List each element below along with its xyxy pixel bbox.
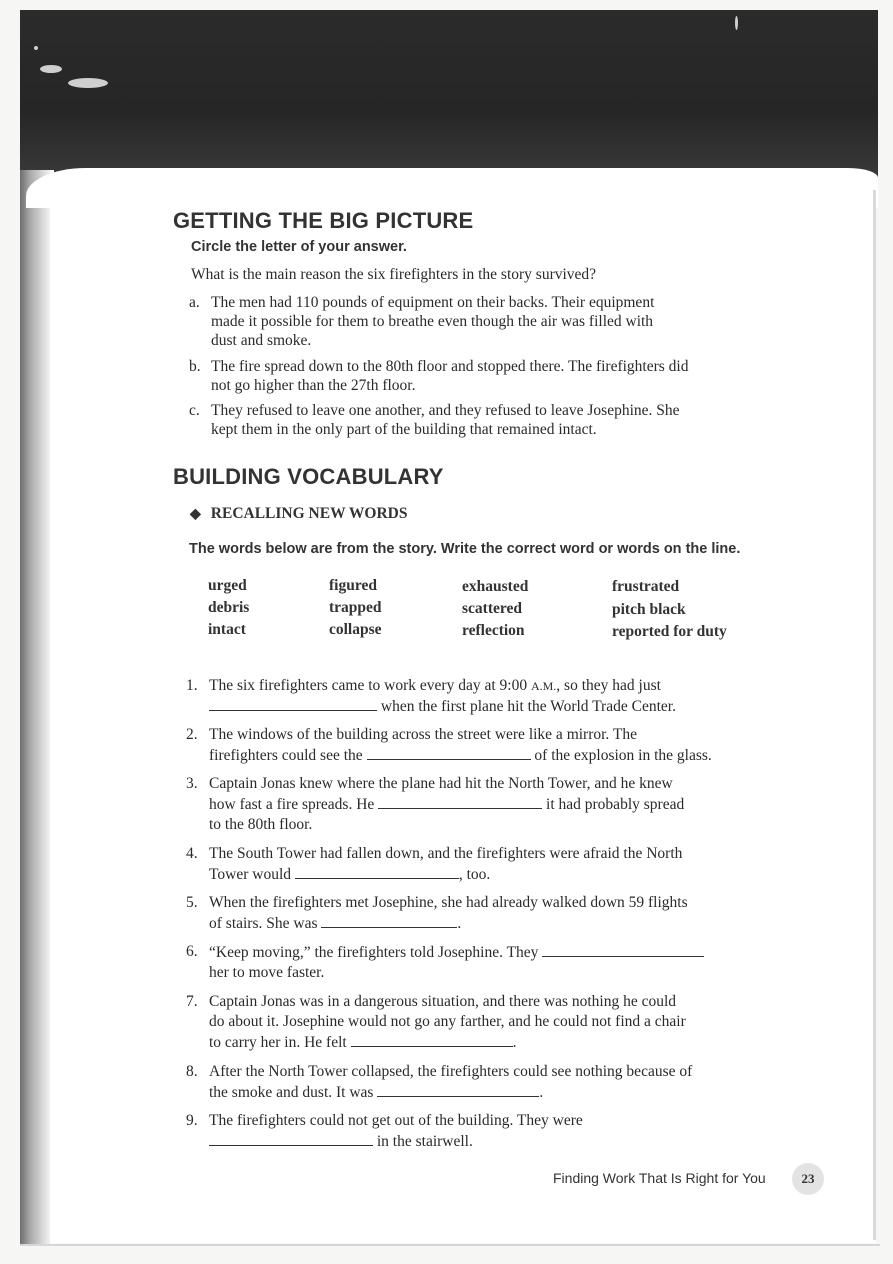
question-text: her to move faster. — [209, 964, 325, 981]
question-number: 1. — [186, 677, 198, 694]
answer-blank[interactable] — [351, 1032, 513, 1047]
question-number: 4. — [186, 845, 198, 862]
word-bank-item: pitch black — [612, 601, 686, 618]
word-bank-item: reported for duty — [612, 623, 727, 640]
diamond-icon: ◆ — [190, 507, 201, 522]
subhead-label: RECALLING NEW WORDS — [210, 505, 408, 522]
question-text: , too. — [458, 866, 491, 883]
word-bank-item: collapse — [329, 621, 382, 638]
question-text: of stairs. She was — [209, 915, 322, 932]
question-text: when the first plane hit the World Trade Center. — [377, 698, 676, 715]
question-number: 5. — [186, 894, 198, 911]
question-8 — [186, 1062, 766, 1103]
word-bank-item: figured — [329, 577, 377, 594]
option-b — [189, 357, 769, 395]
question-text: The windows of the building across the street were like a mirror. The — [209, 726, 637, 743]
question-text: do about it. Josephine would not go any farther, and he could not find a chair — [209, 1013, 686, 1030]
speck — [40, 65, 62, 73]
word-bank-item: reflection — [462, 622, 525, 639]
question-text: to carry her in. He felt — [209, 1034, 351, 1051]
answer-blank[interactable] — [209, 1131, 373, 1146]
option-letter: b. — [189, 358, 201, 375]
question-text: After the North Tower collapsed, the firefighters could see nothing because of — [209, 1063, 693, 1080]
question-text: , so they had just — [556, 677, 661, 694]
word-bank-item: debris — [208, 599, 250, 616]
answer-blank[interactable] — [377, 1082, 539, 1097]
option-a — [189, 293, 769, 350]
question-text: The South Tower had fallen down, and the firefighters were afraid the North — [209, 845, 683, 862]
answer-blank[interactable] — [367, 745, 531, 760]
option-line: The fire spread down to the 80th floor and stopped there. The firefighters did — [211, 358, 689, 375]
question-number: 7. — [186, 993, 198, 1010]
question-text: in the stairwell. — [373, 1133, 473, 1150]
spine-shadow — [20, 170, 54, 1245]
question-number: 3. — [186, 775, 198, 792]
question-text: how fast a fire spreads. He — [209, 796, 379, 813]
page-number-badge: 23 — [792, 1163, 824, 1195]
question-text: . — [457, 915, 462, 932]
small-caps-am: A.M. — [530, 679, 557, 693]
question-text: Captain Jonas knew where the plane had hit the North Tower, and he knew — [209, 775, 673, 792]
instruction-word-bank: The words below are from the story. Write the correct word or words on the line. — [189, 541, 741, 557]
answer-blank[interactable] — [321, 913, 457, 928]
question-number: 9. — [186, 1112, 198, 1129]
word-bank-item: intact — [208, 621, 246, 638]
question-text: the smoke and dust. It was — [209, 1084, 378, 1101]
question-text: The six firefighters came to work every day at 9:00 — [209, 677, 531, 694]
option-line: dust and smoke. — [211, 332, 312, 349]
option-letter: c. — [189, 402, 200, 419]
word-bank-item: frustrated — [612, 578, 680, 595]
question-2 — [186, 725, 766, 766]
section-title-big-picture: GETTING THE BIG PICTURE — [173, 208, 474, 233]
option-line: kept them in the only part of the building that remained intact. — [211, 421, 597, 438]
question-number: 6. — [186, 943, 198, 960]
question-7 — [186, 992, 766, 1053]
answer-blank[interactable] — [542, 942, 704, 957]
question-number: 2. — [186, 726, 198, 743]
option-letter: a. — [189, 294, 200, 311]
question-text: to the 80th floor. — [209, 816, 313, 833]
word-bank-item: trapped — [329, 599, 382, 616]
main-question: What is the main reason the six firefighters in the story survived? — [191, 266, 597, 283]
question-1 — [186, 676, 766, 717]
subhead-recalling — [190, 505, 407, 523]
answer-blank[interactable] — [295, 864, 459, 879]
footer-unit-title: Finding Work That Is Right for You — [553, 1170, 766, 1186]
question-text: firefighters could see the — [209, 747, 367, 764]
question-text: it had probably spread — [542, 796, 685, 813]
question-9 — [186, 1111, 766, 1152]
question-5 — [186, 893, 766, 934]
page-bottom-edge — [20, 1244, 880, 1246]
option-c — [189, 401, 769, 439]
word-bank-item: urged — [208, 577, 247, 594]
question-text: Captain Jonas was in a dangerous situation, and there was nothing he could — [209, 993, 677, 1010]
word-bank-item: exhausted — [462, 578, 529, 595]
option-line: The men had 110 pounds of equipment on their backs. Their equipment — [211, 294, 655, 311]
word-bank-item: scattered — [462, 600, 522, 617]
question-number: 8. — [186, 1063, 198, 1080]
question-text: . — [539, 1084, 544, 1101]
speck — [735, 16, 738, 30]
question-3 — [186, 774, 766, 835]
answer-blank[interactable] — [209, 696, 377, 711]
question-text: of the explosion in the glass. — [530, 747, 712, 764]
question-text: When the firefighters met Josephine, she had already walked down 59 flights — [209, 894, 688, 911]
instruction-circle-letter: Circle the letter of your answer. — [191, 239, 407, 255]
option-line: not go higher than the 27th floor. — [211, 377, 416, 394]
speck — [68, 78, 108, 88]
speck — [34, 46, 38, 50]
question-text: . — [512, 1034, 517, 1051]
question-text: “Keep moving,” the firefighters told Josephine. They — [209, 944, 543, 961]
answer-blank[interactable] — [378, 794, 542, 809]
section-title-building-vocabulary: BUILDING VOCABULARY — [173, 464, 444, 489]
question-6 — [186, 942, 766, 983]
dark-photo-band — [20, 10, 878, 180]
question-text: The firefighters could not get out of the building. They were — [209, 1112, 583, 1129]
question-text: Tower would — [209, 866, 295, 883]
option-line: They refused to leave one another, and they refused to leave Josephine. She — [211, 402, 680, 419]
page-edge — [873, 190, 876, 1240]
option-line: made it possible for them to breathe even though the air was filled with — [211, 313, 654, 330]
question-4 — [186, 844, 766, 885]
